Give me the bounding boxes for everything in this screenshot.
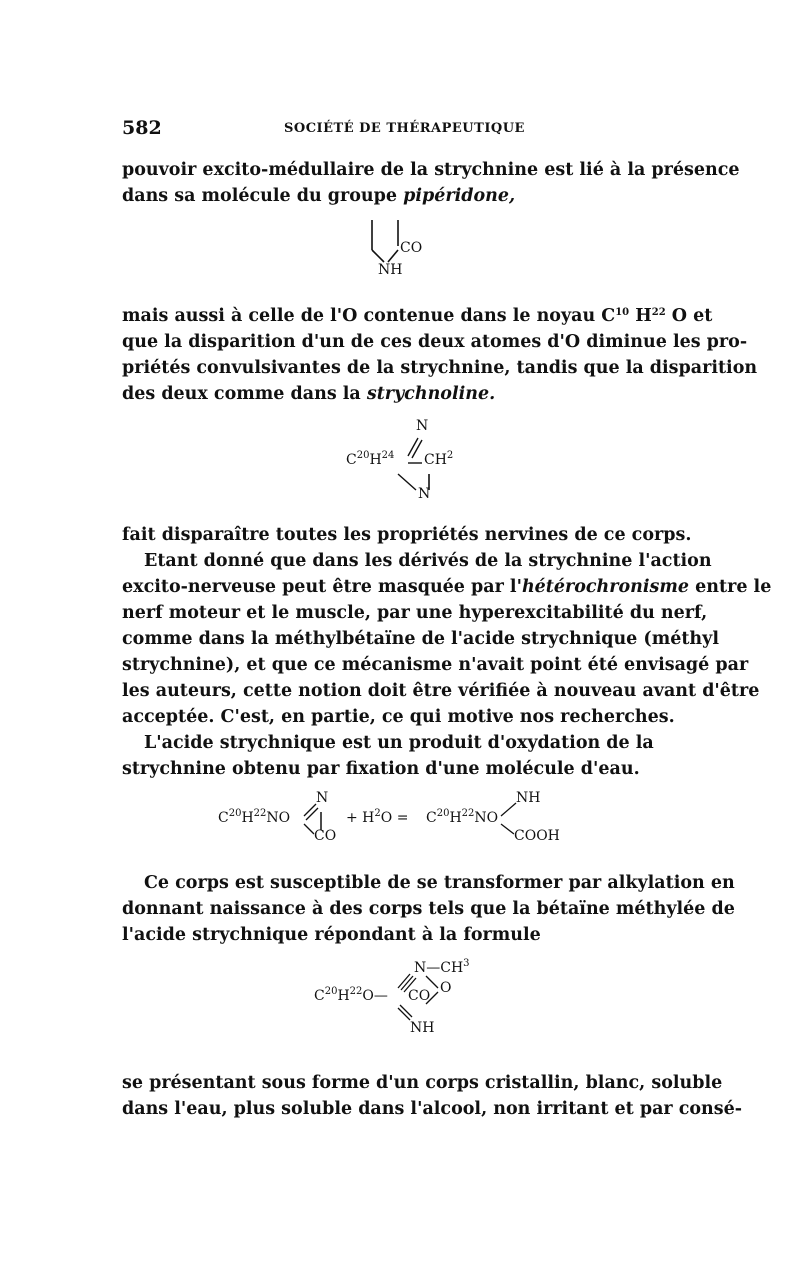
paragraph-alkylation [122, 870, 735, 948]
text-line: donnant naissance à des corps tels que la bétaïne méthylée de [122, 899, 735, 919]
superscript: 2 [374, 808, 381, 819]
paragraph-properties [122, 1070, 743, 1122]
text-line: Ce corps est susceptible de se transformer par alkylation en [144, 873, 735, 893]
betaine-left-group [314, 988, 388, 1004]
emphasis-piperidone: pipéridone, [403, 186, 516, 206]
plus-water: + H [346, 810, 375, 826]
superscript: 3 [463, 958, 470, 969]
strychnoline-left-group [346, 452, 394, 468]
text-line: dans l'eau, plus soluble dans l'alcool, non irritant et par consé- [122, 1099, 743, 1119]
hydrogen-symbol: H [449, 810, 462, 826]
text-line: acceptée. C'est, en partie, ce qui motive nos recherches. [122, 707, 675, 727]
superscript: 20 [228, 808, 242, 819]
rhs-formula [426, 810, 498, 826]
text-line: que la disparition d'un de ces deux atomes d'O diminue les pro- [122, 332, 748, 352]
paragraph-nervines [122, 522, 692, 548]
superscript: 24 [381, 450, 395, 461]
paragraph-heterochronisme [122, 548, 772, 730]
nh-label: NH [378, 262, 403, 278]
text-run: dans sa molécule du groupe [122, 186, 404, 206]
nitrogen-top: N [416, 418, 429, 434]
no-symbol: NO [474, 810, 499, 826]
rhs-nh: NH [516, 790, 541, 806]
text-line: pouvoir excito-médullaire de la strychnine est lié à la présence [122, 160, 740, 180]
carbonyl-label: CO [400, 240, 423, 256]
superscript: 2 [446, 450, 454, 461]
superscript: 22 [651, 307, 666, 318]
superscript: 20 [436, 808, 450, 819]
lhs-carbonyl: CO [314, 828, 337, 844]
text-line [122, 303, 713, 329]
hydrogen-symbol: H [241, 810, 254, 826]
text-run: entre le [689, 577, 772, 597]
carbon-symbol: C [314, 988, 325, 1004]
formula-hydration-equation [218, 790, 598, 850]
formula-piperidone [366, 216, 446, 286]
running-title: SOCIÉTÉ DE THÉRAPEUTIQUE [284, 121, 525, 136]
text-run: excito-nerveuse peut être masquée par l' [122, 577, 522, 597]
water-term [346, 810, 408, 826]
betaine-oxygen: O [440, 980, 452, 996]
formula-strychnoline [346, 416, 476, 506]
text-line: l'acide strychnique répondant à la formule [122, 925, 541, 945]
ch2-group [424, 452, 453, 468]
page-number: 582 [122, 117, 162, 139]
nch3-group [414, 960, 470, 976]
page-header [122, 117, 682, 141]
lhs-nitrogen: N [316, 790, 329, 806]
rhs-carboxyl: COOH [514, 828, 560, 844]
superscript: 22 [253, 808, 267, 819]
superscript: 10 [615, 307, 630, 318]
carbon-symbol: C [426, 810, 437, 826]
paragraph-oxygen [122, 303, 758, 407]
text-line: se présentant sous forme d'un corps cristallin, blanc, soluble [122, 1073, 723, 1093]
formula-methylbetaine [314, 958, 514, 1048]
nch-symbol: N—CH [414, 960, 464, 976]
hydrogen-symbol: H [337, 988, 350, 1004]
nitrogen-bottom: N [418, 486, 431, 502]
paragraph-piperidone [122, 157, 740, 209]
text-run: des deux comme dans la [122, 384, 367, 404]
text-line: strychnine), et que ce mécanisme n'avait point été envisagé par [122, 655, 749, 675]
superscript: 22 [349, 986, 363, 997]
text-line: fait disparaître toutes les propriétés nervines de ce corps. [122, 525, 692, 545]
text-line: les auteurs, cette notion doit être vérifiée à nouveau avant d'être [122, 681, 760, 701]
text-line: L'acide strychnique est un produit d'oxydation de la [144, 733, 654, 753]
ch-symbol: CH [424, 452, 447, 468]
text-run: mais aussi à celle de l'O contenue dans le noyau C [122, 306, 616, 326]
no-symbol: NO [266, 810, 291, 826]
text-run: H [629, 306, 652, 326]
carbon-symbol: C [346, 452, 357, 468]
text-line: priétés convulsivantes de la strychnine, tandis que la disparition [122, 358, 758, 378]
text-line: nerf moteur et le muscle, par une hyperexcitabilité du nerf, [122, 603, 708, 623]
hydrogen-symbol: H [369, 452, 382, 468]
text-line: strychnine obtenu par fixation d'une molécule d'eau. [122, 759, 640, 779]
oxygen-equals: O = [380, 810, 409, 826]
superscript: 20 [324, 986, 338, 997]
text-line: comme dans la méthylbétaïne de l'acide strychnique (méthyl [122, 629, 719, 649]
text-line [122, 183, 674, 209]
text-line [122, 381, 674, 407]
oxygen-bond: O— [362, 988, 388, 1004]
superscript: 22 [461, 808, 475, 819]
betaine-nh: NH [410, 1020, 435, 1036]
carbon-symbol: C [218, 810, 229, 826]
paragraph-acide-strychnique [122, 730, 674, 782]
emphasis-heterochronisme: hétérochronisme [521, 577, 690, 597]
text-line: Etant donné que dans les dérivés de la strychnine l'action [144, 551, 712, 571]
superscript: 20 [356, 450, 370, 461]
emphasis-strychnoline: strychnoline. [366, 384, 496, 404]
text-line [122, 574, 772, 600]
text-run: O et [665, 306, 713, 326]
lhs-formula [218, 810, 290, 826]
betaine-carbonyl: CO [408, 988, 431, 1004]
